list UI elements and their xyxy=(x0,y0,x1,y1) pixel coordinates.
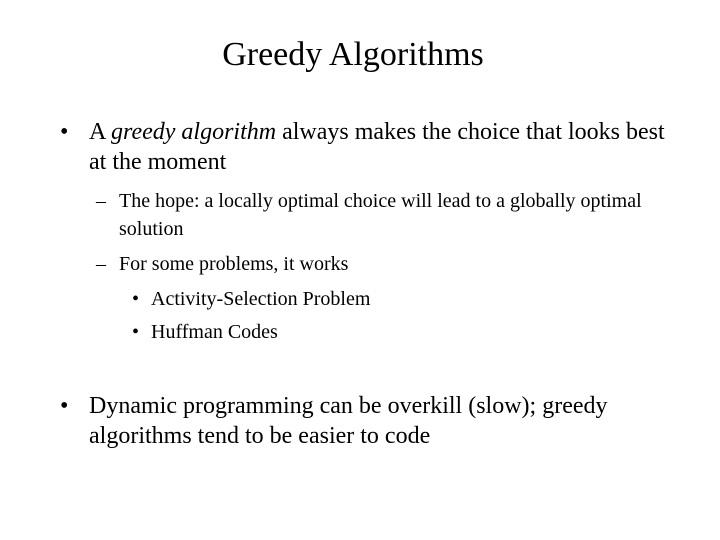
sub-sub-bullet-text: Activity-Selection Problem xyxy=(151,288,371,310)
slide-title: Greedy Algorithms xyxy=(222,36,484,73)
sub-sub-bullet-huffman xyxy=(132,318,632,346)
sub-bullet-hope xyxy=(96,187,656,243)
bullet-greedy-definition xyxy=(60,117,680,177)
bullet-text: Dynamic programming can be overkill (slow); greedy algorithms tend to be easier to code xyxy=(89,393,608,449)
sub-sub-bullet-activity-selection xyxy=(132,285,632,313)
sub-bullet-works xyxy=(96,250,656,278)
sub-bullet-text: For some problems, it works xyxy=(119,253,349,275)
bullet-marker: • xyxy=(60,393,69,419)
bullet-text-suffix: always makes the choice that looks best at the moment xyxy=(89,119,665,175)
bullet-text-emphasis: greedy algorithm xyxy=(111,119,277,145)
sub-sub-bullet-marker: • xyxy=(132,321,140,343)
bullet-text xyxy=(89,117,680,177)
bullet-marker: • xyxy=(60,119,69,145)
sub-bullet-marker: – xyxy=(96,190,106,212)
sub-bullet-text: The hope: a locally optimal choice will lead to a globally optimal solution xyxy=(119,190,642,240)
sub-sub-bullet-marker: • xyxy=(132,288,140,310)
bullet-dynamic-programming xyxy=(60,391,680,451)
sub-bullet-marker: – xyxy=(96,253,106,275)
bullet-text-prefix: A xyxy=(89,119,112,145)
sub-sub-bullet-text: Huffman Codes xyxy=(151,321,278,343)
